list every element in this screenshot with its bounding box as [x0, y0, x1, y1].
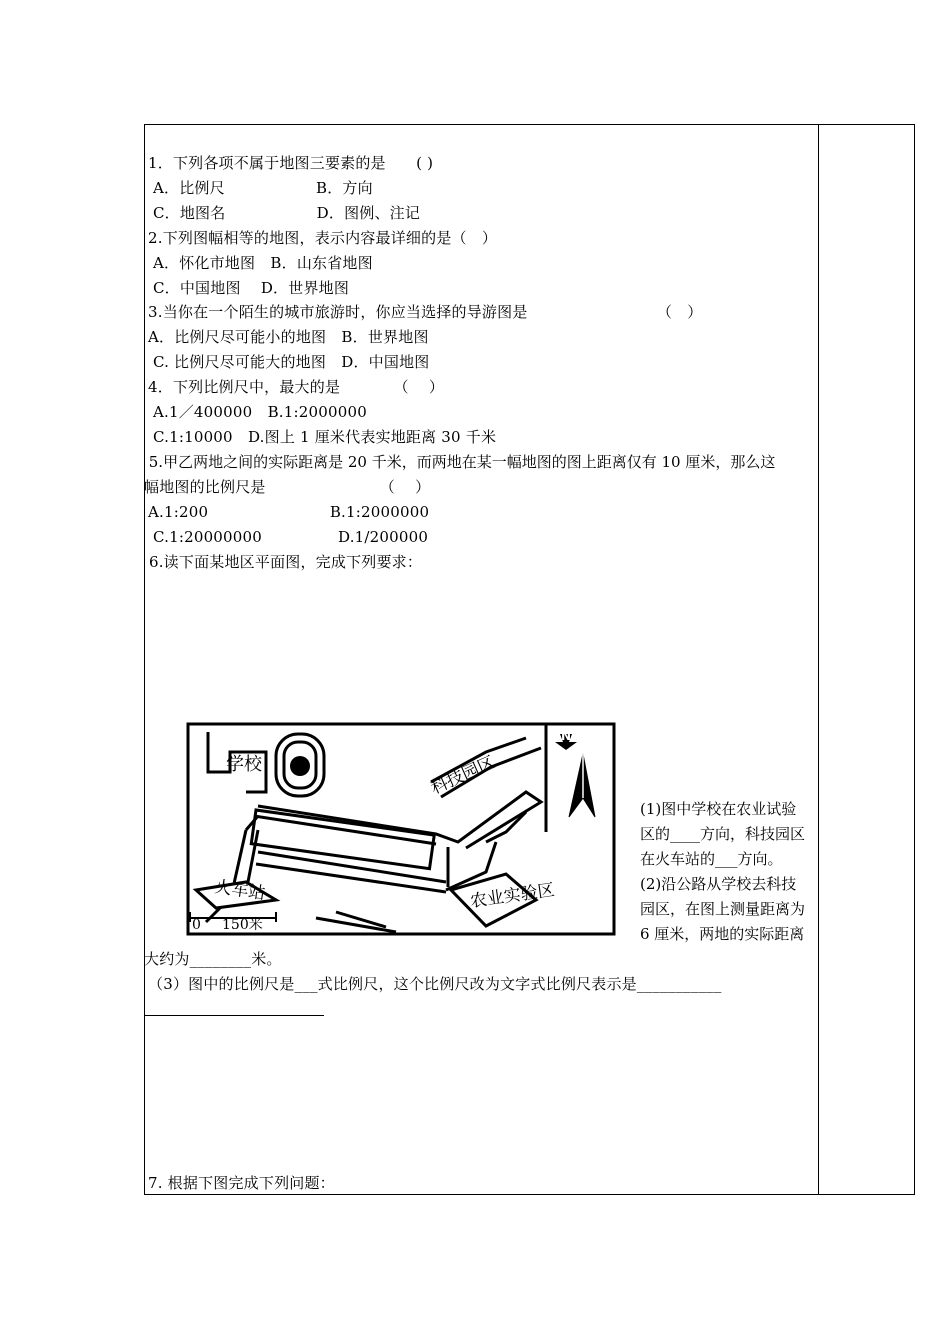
q5-options-ab: A.1:200 B.1:2000000	[148, 503, 430, 521]
q5-options-cd: C.1:20000000 D.1/200000	[148, 528, 429, 546]
q1-options-ab: A．比例尺 B．方向	[148, 179, 373, 197]
q6-side-line-3: 在火车站的___方向。	[640, 850, 783, 868]
q1-stem: 1．下列各项不属于地图三要素的是 ( )	[148, 154, 434, 172]
answer-blank-line	[144, 1015, 324, 1016]
q3-options-ab: A．比例尺尽可能小的地图 B．世界地图	[148, 328, 429, 346]
q5-stem-line2: 幅地图的比例尺是 （ ）	[144, 478, 431, 496]
q7-stem: 7. 根据下图完成下列问题：	[148, 1174, 335, 1192]
school-track-icon	[290, 756, 310, 776]
map-label-station: 火车站	[213, 877, 267, 905]
map-label-school: 学校	[226, 754, 262, 775]
q6-side-line-4: (2)沿公路从学校去科技	[640, 875, 797, 893]
map-label-tech-park: 科技园区	[427, 752, 499, 799]
q3-options-cd: C. 比例尺尽可能大的地图 D．中国地图	[148, 353, 430, 371]
q6-side-text	[640, 797, 820, 947]
q5-stem-line1: 5.甲乙两地之间的实际距离是 20 千米，而两地在某一幅地图的图上距离仅有 10 厘米，那么这	[144, 453, 776, 471]
q6-continuation: 大约为________米。	[144, 950, 282, 968]
scale-zero-label: 0	[192, 917, 201, 933]
q6-sub3: （3）图中的比例尺是___式比例尺，这个比例尺改为文字式比例尺表示是___________	[148, 975, 722, 993]
q2-options-cd: C．中国地图 D．世界地图	[148, 279, 350, 297]
q4-options-cd: C.1:10000 D.图上 1 厘米代表实地距离 30 千米	[148, 428, 497, 446]
table-column-divider	[818, 124, 819, 1195]
q4-options-ab: A.1／400000 B.1:2000000	[148, 403, 367, 421]
scale-length-label: 150米	[222, 917, 263, 933]
q1-options-cd: C．地图名 D．图例、注记	[148, 204, 421, 222]
north-label: N	[560, 729, 572, 743]
q2-options-ab: A．怀化市地图 B．山东省地图	[148, 254, 373, 272]
q6-stem: 6.读下面某地区平面图，完成下列要求：	[144, 553, 423, 571]
q6-side-line-1: (1)图中学校在农业试验	[640, 800, 797, 818]
q6-side-line-2: 区的____方向，科技园区	[640, 825, 806, 843]
q6-side-line-6: 6 厘米，两地的实际距离	[640, 925, 805, 943]
q4-stem: 4．下列比例尺中，最大的是 （ ）	[148, 378, 445, 396]
area-plan-map	[186, 722, 616, 936]
q3-stem: 3.当你在一个陌生的城市旅游时，你应当选择的导游图是 （ ）	[148, 303, 703, 321]
map-label-farm: 农业实验区	[468, 880, 556, 912]
q6-side-line-5: 园区，在图上测量距离为	[640, 900, 806, 918]
q2-stem: 2.下列图幅相等的地图，表示内容最详细的是（ ）	[148, 229, 498, 247]
